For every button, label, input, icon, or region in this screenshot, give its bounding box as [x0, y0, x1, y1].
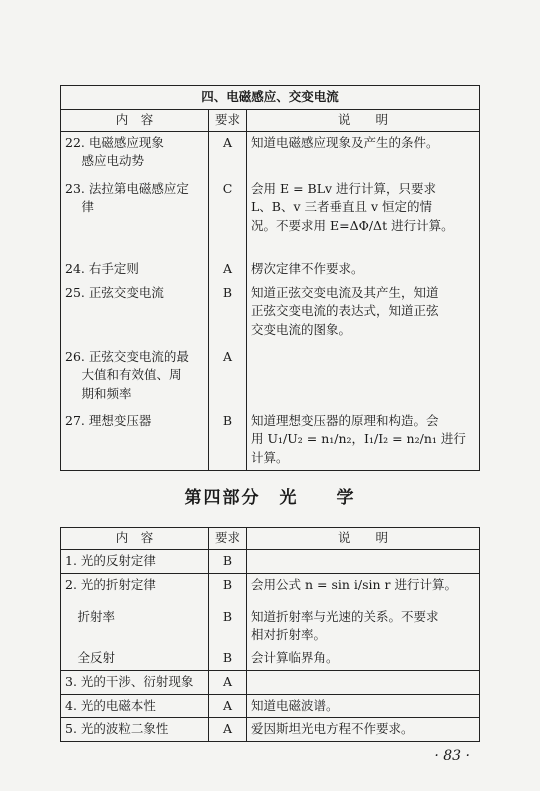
table-row [61, 282, 480, 346]
header-content: 内 容 [61, 109, 209, 131]
row-requirement: B [209, 549, 247, 573]
row-requirement: A [209, 694, 247, 718]
header-content: 内 容 [61, 528, 209, 550]
row-requirement: B [209, 410, 247, 471]
row-content: 全反射 [61, 647, 209, 670]
row-requirement: B [209, 573, 247, 606]
row-note: 楞次定律不作要求。 [247, 258, 480, 282]
row-content: 24. 右手定则 [61, 258, 209, 282]
row-requirement: C [209, 178, 247, 258]
row-note [247, 670, 480, 694]
row-content: 折射率 [61, 606, 209, 648]
row-content: 27. 理想变压器 [61, 410, 209, 471]
row-requirement: B [209, 606, 247, 648]
electromagnetic-induction-table [60, 85, 480, 471]
row-note: 知道理想变压器的原理和构造。会 用 U₁/U₂ = n₁/n₂，I₁/I₂ = n₂/n₁ 进行计算。 [247, 410, 480, 471]
header-requirement: 要求 [209, 528, 247, 550]
row-note [247, 346, 480, 410]
row-note: 知道电磁波谱。 [247, 694, 480, 718]
row-requirement: B [209, 647, 247, 670]
row-note: 会用 E = BLv 进行计算，只要求 L、B、v 三者垂直且 v 恒定的情 况。不要求用 E=ΔΦ/Δt 进行计算。 [247, 178, 480, 258]
table-row [61, 346, 480, 410]
table-row [61, 647, 480, 670]
table-row [61, 410, 480, 471]
table-row [61, 606, 480, 648]
row-note: 会计算临界角。 [247, 647, 480, 670]
row-requirement: A [209, 258, 247, 282]
row-note: 知道电磁感应现象及产生的条件。 [247, 131, 480, 178]
page-number: · 83 · [434, 748, 470, 764]
row-content: 2. 光的折射定律 [61, 573, 209, 606]
table-row [61, 549, 480, 573]
optics-table [60, 527, 480, 742]
row-requirement: B [209, 282, 247, 346]
row-content: 4. 光的电磁本性 [61, 694, 209, 718]
row-content: 3. 光的干涉、衍射现象 [61, 670, 209, 694]
header-note: 说 明 [247, 528, 480, 550]
row-note: 知道正弦交变电流及其产生，知道 正弦交变电流的表达式，知道正弦 交变电流的图象。 [247, 282, 480, 346]
row-requirement: A [209, 718, 247, 742]
part-title: 第四部分 光 学 [184, 488, 356, 508]
row-requirement: A [209, 670, 247, 694]
table-row [61, 258, 480, 282]
row-note: 会用公式 n = sin i/sin r 进行计算。 [247, 573, 480, 606]
row-requirement: A [209, 131, 247, 178]
table-row [61, 670, 480, 694]
row-content: 22. 电磁感应现象 感应电动势 [61, 131, 209, 178]
table-row [61, 694, 480, 718]
row-content: 23. 法拉第电磁感应定 律 [61, 178, 209, 258]
table-row [61, 131, 480, 178]
header-requirement: 要求 [209, 109, 247, 131]
row-note [247, 549, 480, 573]
row-note: 知道折射率与光速的关系。不要求 相对折射率。 [247, 606, 480, 648]
table-row [61, 573, 480, 606]
row-content: 1. 光的反射定律 [61, 549, 209, 573]
row-content: 5. 光的波粒二象性 [61, 718, 209, 742]
table-row [61, 178, 480, 258]
row-content: 25. 正弦交变电流 [61, 282, 209, 346]
row-content: 26. 正弦交变电流的最 大值和有效值、周 期和频率 [61, 346, 209, 410]
header-note: 说 明 [247, 109, 480, 131]
table-row [61, 718, 480, 742]
table-caption: 四、电磁感应、交变电流 [61, 86, 480, 110]
row-requirement: A [209, 346, 247, 410]
row-note: 爱因斯坦光电方程不作要求。 [247, 718, 480, 742]
